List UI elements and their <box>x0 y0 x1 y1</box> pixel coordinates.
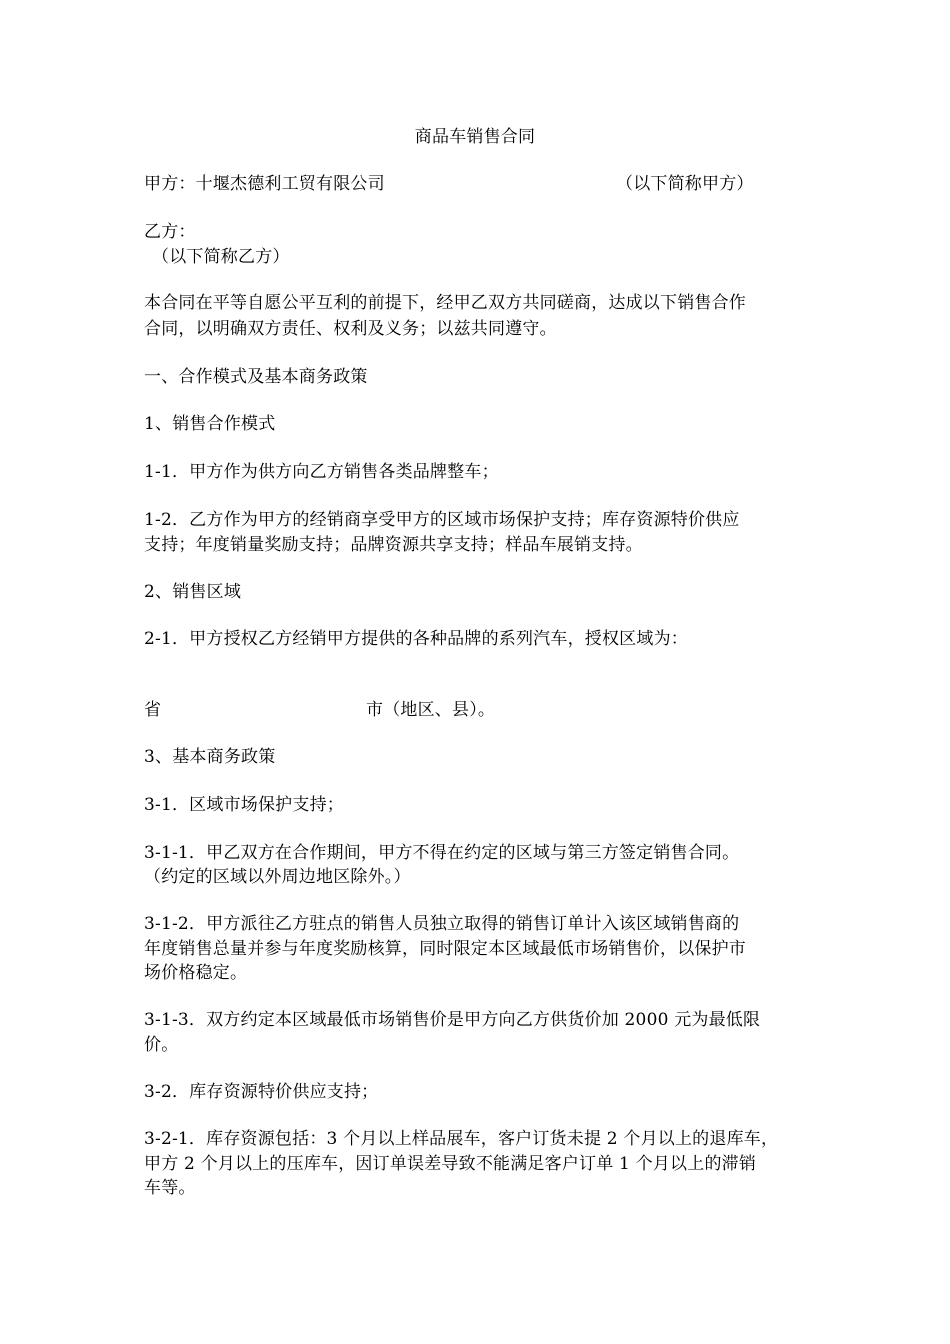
clause-3-2-1-line-3: 车等。 <box>144 1178 196 1198</box>
clause-3-1-2-line-2: 年度销售总量并参与年度奖励核算，同时限定本区域最低市场销售价，以保护市 <box>144 939 746 959</box>
clause-3-1-1-line-2: （约定的区域以外周边地区除外。） <box>144 867 411 887</box>
clause-2-1: 2-1．甲方授权乙方经销甲方提供的各种品牌的系列汽车，授权区域为： <box>144 629 688 649</box>
clause-1-1: 1-1．甲方作为供方向乙方销售各类品牌整车； <box>144 462 499 482</box>
party-b-alias: （以下简称乙方） <box>152 247 290 267</box>
s2-heading: 2、销售区域 <box>144 582 242 602</box>
clause-3-1-2-line-3: 场价格稳定。 <box>144 963 248 983</box>
intro-line-1: 本合同在平等自愿公平互利的前提下，经甲乙双方共同磋商，达成以下销售合作 <box>144 293 746 313</box>
clause-3-1-1-line-1: 3-1-1．甲乙双方在合作期间，甲方不得在约定的区域与第三方签定销售合同。 <box>144 843 740 863</box>
s1-heading: 1、销售合作模式 <box>144 414 276 434</box>
clause-3-1-2-line-1: 3-1-2．甲方派往乙方驻点的销售人员独立取得的销售订单计入该区域销售商的 <box>144 914 740 934</box>
clause-3-1-3-line-2: 价。 <box>144 1035 179 1055</box>
region-city: 市（地区、县）。 <box>366 700 496 720</box>
party-b-label: 乙方： <box>144 222 196 242</box>
clause-3-1-3-line-1: 3-1-3．双方约定本区域最低市场销售价是甲方向乙方供货价加 2000 元为最低限 <box>144 1010 761 1030</box>
party-a-label: 甲方：十堰杰德利工贸有限公司 <box>144 174 385 194</box>
clause-1-2-line-1: 1-2．乙方作为甲方的经销商享受甲方的区域市场保护支持；库存资源特价供应 <box>144 510 740 530</box>
clause-1-2-line-2: 支持；年度销量奖励支持；品牌资源共享支持；样品车展销支持。 <box>144 535 643 555</box>
s3-heading: 3、基本商务政策 <box>144 747 276 767</box>
clause-3-2-1-line-2: 甲方 2 个月以上的压库车，因订单误差导致不能满足客户订单 1 个月以上的滞销 <box>144 1154 757 1174</box>
intro-line-2: 合同，以明确双方责任、权利及义务；以兹共同遵守。 <box>144 319 557 339</box>
clause-3-2: 3-2．库存资源特价供应支持； <box>144 1082 379 1102</box>
section-1-heading: 一、合作模式及基本商务政策 <box>144 367 368 387</box>
clause-3-2-1-line-1: 3-2-1．库存资源包括：3 个月以上样品展车，客户订货未提 2 个月以上的退库车， <box>144 1129 779 1149</box>
clause-3-1: 3-1．区域市场保护支持； <box>144 795 344 815</box>
party-a-alias: （以下简称甲方） <box>616 174 754 194</box>
region-province: 省 <box>144 700 162 720</box>
document-title: 商品车销售合同 <box>414 127 536 147</box>
